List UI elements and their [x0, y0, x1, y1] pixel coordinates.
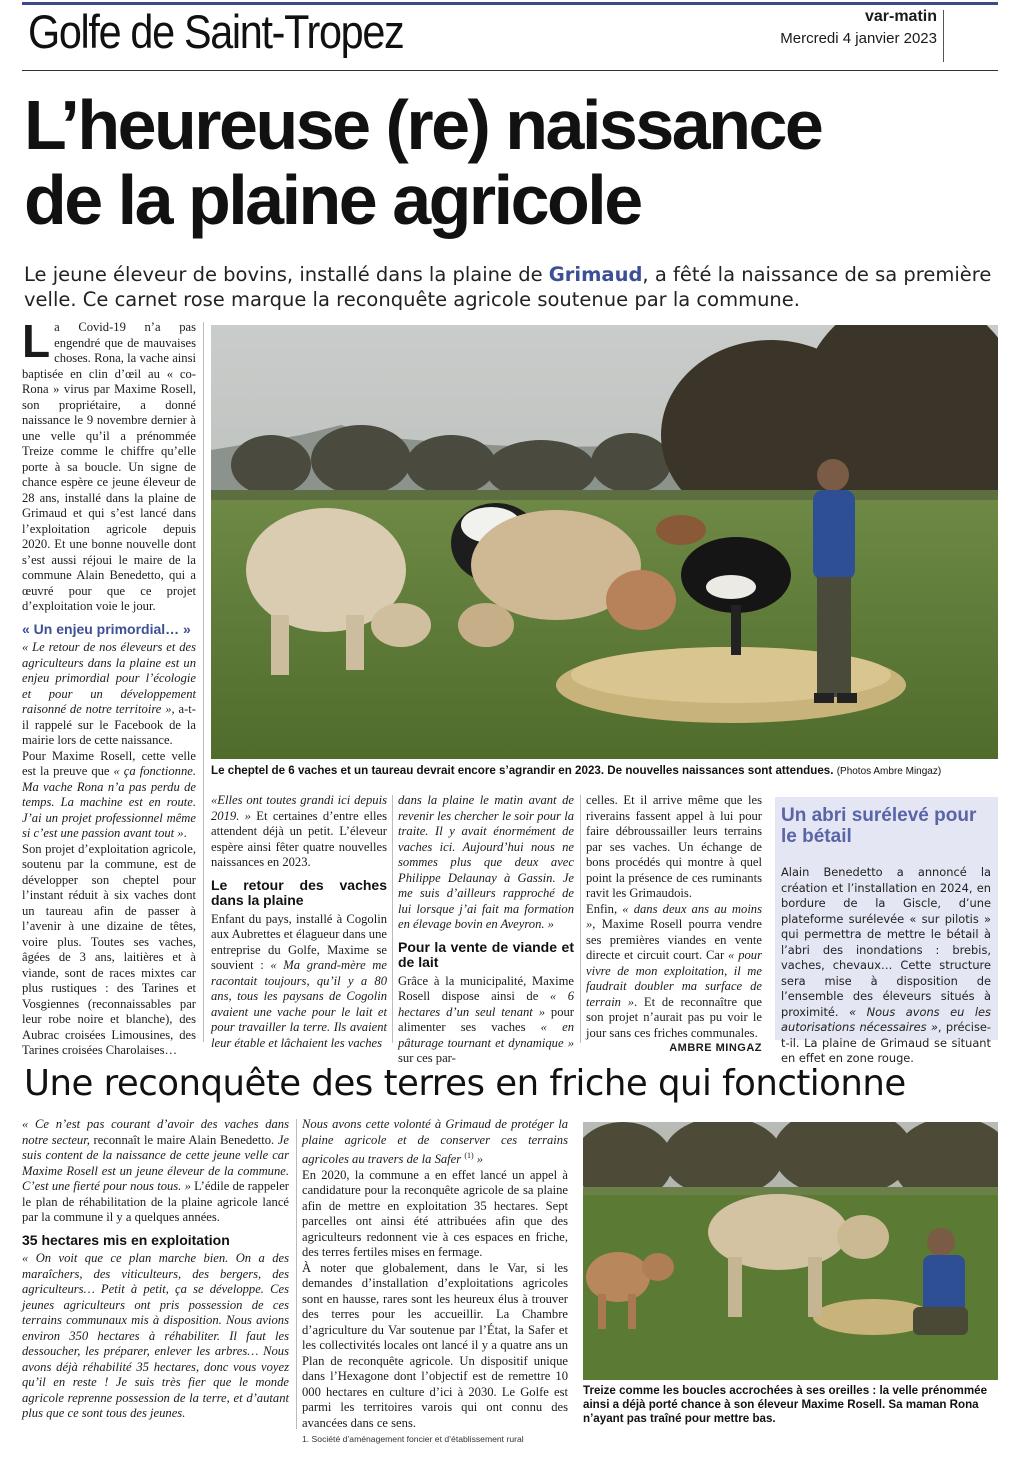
paragraph: . Et de reconnaître que son projet n’aurait pas pu voir le jour sans ces friches communales.: [586, 994, 762, 1040]
sidebar-title: Un abri surélevé pour le bétail: [781, 805, 977, 847]
paragraph: Enfant du pays, installé à Cogolin aux Aubrettes et élagueur dans une entreprise du Golfe, Maxime se souvient :: [211, 911, 387, 972]
paragraph: L’édile de rappeler le plan de réhabilitation de la plaine agricole lancé par la commune il y a quelques années.: [22, 1179, 289, 1224]
standfirst: [24, 262, 1004, 312]
subhead-35-hectares: 35 hectares mis en exploitation: [22, 1231, 230, 1248]
drop-cap: L: [22, 315, 51, 367]
standfirst-highlight: Grimaud: [548, 263, 643, 286]
column-rule: [392, 795, 393, 1043]
standfirst-after: , a fêté la naissance de sa première velle. Ce carnet rose marque la reconquête agricole soutenue par la commune.: [24, 263, 992, 311]
quote: »: [473, 1152, 484, 1167]
quote: « Ce n’est pas courant d’avoir des vaches dans notre secteur,: [22, 1117, 289, 1147]
subhead-enjeu: « Un enjeu primordial… »: [22, 620, 191, 637]
paragraph: En 2020, la commune a en effet lancé un appel à candidature pour la reconquête agricole de sa plaine afin de mettre en exploitation 35 hectares. Sept parcelles ont ainsi été attribuées afin que des agriculteurs redonnent vie à ces espaces en friche, des terres fertiles mises en fermage.: [302, 1167, 568, 1260]
photo-credit: (Photos Ambre Mingaz): [836, 766, 942, 777]
quote: « dans deux ans au moins »: [586, 901, 763, 931]
quote: « Le retour de nos éleveurs et des agriculteurs dans la plaine est un enjeu primordial pour l’écologie et pour un développement raisonné de notre territoire »: [22, 640, 196, 716]
calf-photo: [583, 1122, 998, 1380]
headline-line-2: de la plaine agricole: [24, 161, 641, 239]
article1-column-4: [586, 793, 762, 1057]
paragraph: Enfin,: [586, 901, 623, 916]
quote: « pour vivre de mon exploitation, il me faudrait doubler ma surface de terrain »: [586, 948, 762, 1009]
footnote: 1. Société d’aménagement foncier et d’établissement rural: [302, 1434, 524, 1445]
standfirst-before: Le jeune éleveur de bovins, installé dans la plaine de: [24, 263, 549, 286]
caption-text: Le cheptel de 6 vaches et un taureau devrait encore s’agrandir en 2023. De nouvelles naissances sont attendues.: [211, 764, 834, 777]
cattle-photo-illustration: [211, 325, 998, 759]
paragraph: , a-t-il rappelé sur le Facebook de la mairie lors de cette naissance.: [22, 702, 196, 747]
footnote-mark: (1): [464, 1151, 474, 1160]
article1-column-1: [22, 315, 196, 1059]
paragraph: Grâce à la municipalité, Maxime Rosell dispose ainsi de: [398, 973, 574, 1003]
calf-photo-caption: Treize comme les boucles accrochées à ses oreilles : la velle prénommée ainsi a déjà porté chance à son éleveur Maxime Rosell. Sa maman Rona n’ayant pas traîné pour mettre bas.: [583, 1384, 988, 1425]
paragraph: pour alimenter ses vaches: [398, 1004, 574, 1034]
column-rule: [296, 1119, 297, 1429]
paragraph: Alain Benedetto a annoncé la création et l’installation en 2024, en bordure de la Giscle, d’une plateforme surélevée « sur pilotis » qui permettra de mettre le bétail à l’abri des inondations : brebis, vaches, chevaux… Cette structure sera mise à disposition de l’ensemble des éleveurs situés à proximité.: [781, 865, 991, 1019]
quote: dans la plaine le matin avant de revenir les chercher le soir pour la traite. Il y avait énormément de vaches ici. Aujourd’hui nous ne sommes plus que deux avec Philippe Delaunay à Gassin. Je me suis d’ailleurs rapproché de lui lorsque j’ai fait ma formation en élevage bovin en Aveyron. »: [398, 793, 574, 931]
paper-date: Mercredi 4 janvier 2023: [780, 30, 937, 47]
paragraph: À noter que globalement, dans le Var, si les demandes d’installation d’exploitations agricoles sont en hausse, rares sont les heureux élus à trouver des terres pour les accueillir. La Chambre d’agriculture du Var soutenue par l’État, la Safer et les collectivités locales ont lancé il y a quatre ans un Plan de reconquête agricole. Un dispositif unique dans l’Hexagone dont l’objectif est de remettre 10 000 hectares en culture d’ici à 2030. Le Golfe est parmi les territoires varois qui ont connu des avancées dans ce sens.: [302, 1260, 568, 1430]
paragraph: Son projet d’exploitation agricole, soutenu par la commune, est de développer son cheptel pour l’instant réduit à six vaches dont un taureau afin de passer à l’avenir à une dizaine de têtes, voire plus. Toutes ses vaches, âgées de 3 ans, laitières et à viande, sont de races mixtes car plus rustiques : des Tarines et Vosgiennes (reconnaissables par leur robe noire et blanche), des Aubrac croisées Limousines, des Tarines croisées Charolaises…: [22, 841, 196, 1057]
paper-name: var-matin: [864, 8, 937, 25]
quote: « ça fonctionne. Ma vache Rona n’a pas perdu de temps. La machine est en route. J’ai un projet professionnel même si c’est une passion avant tout »: [22, 764, 196, 840]
paragraph: , précise-t-il. La plaine de Grimaud se situant en effet en zone rouge.: [781, 1020, 991, 1065]
cattle-photo: [211, 325, 998, 759]
paragraph: reconnaît le maire Alain Benedetto.: [89, 1132, 278, 1147]
paragraph: celles. Et il arrive même que les riverains fassent appel à lui pour faire débroussailler leurs terrains par ses vaches. Un échange de bons procédés qui montre à quel point la présence de ces ruminants ravit les Grimaudois.: [586, 793, 762, 900]
column-rule: [203, 322, 204, 1042]
quote: « Ma grand-mère me racontait toujours, qu’il y a 80 ans, tous les paysans de Cogolin avaient une vache pour le lait et pour travailler la terre. Ils avaient leur étable et lâchaient les vaches: [211, 958, 387, 1050]
header-rule: [22, 70, 998, 71]
paragraph: sur ces par-: [398, 1051, 456, 1065]
quote: « On voit que ce plan marche bien. On a des maraîchers, des viticulteurs, des bergers, des agriculteurs… Petit à petit, ça se développe. Ces jeunes agriculteurs ont pris possession de ces terrains communaux mis à disposition. Nous avions environ 350 hectares à réhabiliter. Il faut les dessoucher, les préparer, enlever les arbres… Nous avons déjà réhabilité 35 hectares, donc vous voyez qu’il en reste ! Je suis très fier que le monde agricole reprenne possession de la terre, et d’autant plus que ce sont tous des jeunes.: [22, 1251, 289, 1420]
quote: «Elles ont toutes grandi ici depuis 2019. »: [211, 793, 387, 823]
paragraph: .: [183, 826, 187, 840]
section-title: Golfe de Saint-Tropez: [28, 5, 404, 58]
quote: Je suis content de la naissance de cette jeune velle car Maxime Rosell est un jeune éleveur de la commune. C’est une fierté pour nous tous. »: [22, 1132, 289, 1193]
article2-column-1: [22, 1117, 289, 1422]
headline-line-1: L’heureuse (re) naissance: [24, 86, 822, 164]
calf-photo-illustration: [583, 1122, 998, 1380]
main-photo-caption: [211, 764, 1001, 779]
article2-headline: Une reconquête des terres en friche qui fonctionne: [24, 1063, 906, 1104]
headline: [24, 88, 1004, 238]
quote: Nous avons cette volonté à Grimaud de protéger la plaine agricole et de conserver ces terrains agricoles au travers de la Safer: [302, 1117, 568, 1167]
quote: « 6 hectares d’un seul tenant »: [398, 989, 575, 1019]
quote: « en pâturage tournant et dynamique »: [398, 1020, 574, 1050]
sidebar-text: [781, 865, 991, 1067]
article1-column-2: [211, 793, 387, 1051]
paragraph: Pour Maxime Rosell, cette velle est la preuve que: [22, 748, 196, 778]
column-rule: [580, 795, 581, 1043]
subhead-vente-viande: Pour la vente de viande et de lait: [398, 938, 574, 970]
article1-column-3: [398, 793, 574, 1067]
article2-column-2: [302, 1117, 568, 1445]
quote: « Nous avons eu les autorisations nécessaires »: [781, 1004, 991, 1034]
paragraph: , Maxime Rosell pourra vendre ses premières viandes en vente directe et circuit court. Car: [586, 917, 762, 962]
paragraph: a Covid-19 n’a pas engendré que de mauvaises choses. Rona, la vache ainsi baptisée en clin d’œil au « co-Rona » virus par Maxime Rosell, son propriétaire, a donné naissance le 9 novembre dernier à une velle qu’il a prénommée Treize comme le chiffre qu’elle porte à sa boucle. Un signe de chance espère ce jeune éleveur de 28 ans, installé dans la plaine de Grimaud et qui s’est lancé dans l’exploitation agricole depuis 2020. Et une bonne nouvelle dont s’est aussi réjoui le maire de la commune Alain Benedetto, qui a œuvré pour que ce projet d’exploitation voie le jour.: [22, 320, 196, 613]
header-divider: [943, 10, 944, 62]
subhead-retour-vaches: Le retour des vaches dans la plaine: [211, 876, 387, 908]
author-signature: AMBRE MINGAZ: [669, 1042, 762, 1054]
paragraph: Et certaines d’entre elles attendent déjà un petit. L’éleveur espère ainsi fêter quatre nouvelles naissances en 2023.: [211, 808, 387, 869]
